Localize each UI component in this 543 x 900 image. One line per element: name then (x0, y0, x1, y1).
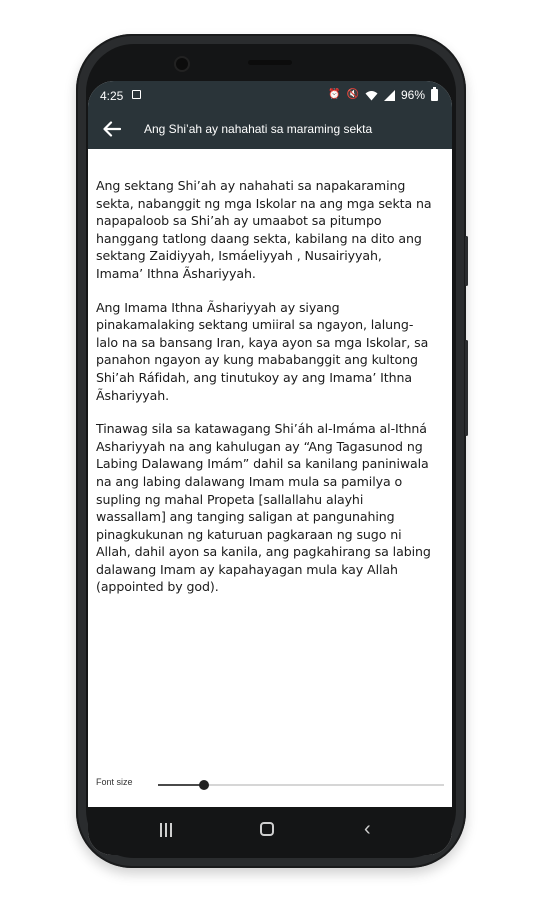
battery-percent: 96% (400, 88, 425, 102)
article-paragraph: Ang Imama Ithna Ãshariyyah ay siyang pinakamalaking sektang umiiral sa ngayon, lalung-lalo na sa bansang Iran, kaya ayon sa mga Iskolar, sa panahon ngayon ay kung mababanggit ang kultong Shi’ah Ráfidah, ang tinutukoy ay ang Imama’ Ithna Ãshariyyah. (96, 299, 429, 403)
back-nav-icon[interactable]: ‹ (364, 818, 371, 840)
status-icons (328, 88, 438, 102)
mute-icon: 🔇 (346, 89, 359, 100)
page-title: Ang Shi’ah ay nahahati sa maraming sekta (144, 122, 373, 136)
status-bar (88, 81, 452, 109)
font-size-control (96, 773, 444, 795)
arrow-left-icon[interactable] (100, 117, 124, 141)
home-icon[interactable] (260, 822, 274, 836)
font-size-slider[interactable] (158, 784, 444, 786)
app-bar (88, 109, 452, 149)
font-size-label: Font size (96, 777, 133, 787)
status-time: 4:25 (100, 89, 124, 103)
navigation-bar (88, 807, 452, 855)
screen (88, 81, 452, 855)
volume-button (465, 236, 468, 286)
article-paragraph: Tinawag sila sa katawagang Shi’áh al-Imáma al-Ithná Ashariyyah na ang kahulugan ay “Ang Tagasunod ng Labing Dalawang Imám” dahil sa kanilang paniniwala na ang labing dalawang Imam mula sa pamilya o supling ng mahal Propeta [sallallahu alayhi wassallam] ang tanging saligan at pangunahing pinagkukunan ng katuruan pagkaraan ng sugo ni Allah, dahil ayon sa kanila, ang pagkahirang sa labing dalawang Imam ay kapahayagan mula kay Allah (appointed by god). (96, 421, 431, 595)
earpiece-speaker (248, 60, 292, 65)
front-camera (176, 58, 188, 70)
article-paragraph: Ang sektang Shi’ah ay nahahati sa napakaraming sekta, nabanggit ng mga Iskolar na ang mga sekta na napapaloob sa Shi’ah ay umaabot sa pitumpo hanggang tatlong daang sekta, kabilang na dito ang sektang Zaidiyyah, Ismáeliyyah , Nusairiyyah, Imama’ Ithna Ãshariyyah. (96, 178, 432, 281)
slider-thumb[interactable] (199, 780, 209, 790)
slider-fill (158, 784, 204, 786)
power-button (465, 340, 468, 436)
image-icon (132, 90, 141, 99)
wifi-icon (365, 90, 378, 101)
recents-icon[interactable] (160, 823, 172, 837)
article-body (96, 177, 432, 612)
signal-icon (384, 90, 395, 101)
battery-icon (431, 89, 438, 101)
alarm-icon: ⏰ (328, 89, 341, 100)
